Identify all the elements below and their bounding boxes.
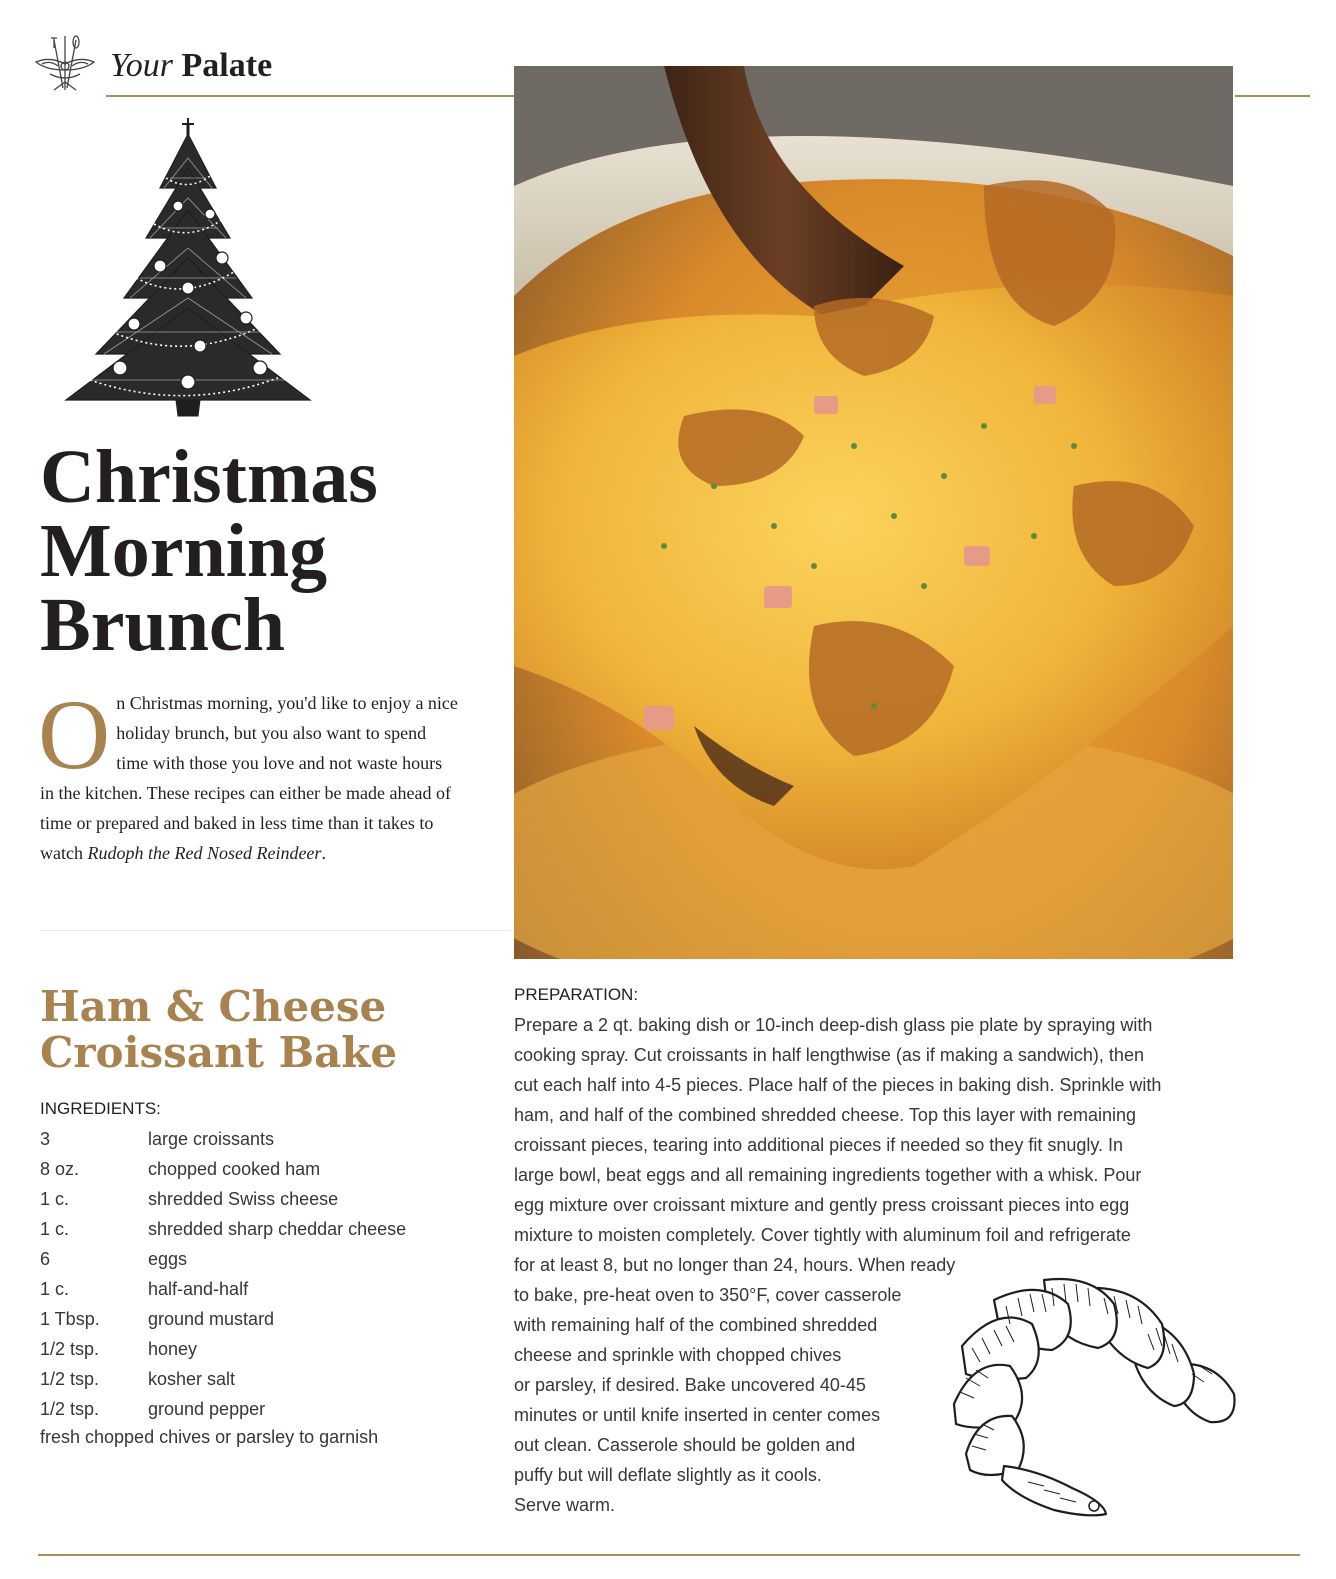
ingredient-row (40, 1364, 480, 1394)
preparation-line: large bowl, beat eggs and all remaining ingredients together with a whisk. Pour (514, 1165, 1142, 1185)
ingredient-qty: 1 c. (40, 1279, 70, 1299)
preparation-line: out clean. Casserole should be golden and (514, 1435, 856, 1455)
intro-text: n Christmas morning, you'd like to enjoy a nice holiday brunch, but you also want to spend time with those you love and not waste hours in the kitchen. These recipes can either be made ahead of time or prepared and baked in less time than it takes to watch (40, 693, 458, 863)
ingredient-row (40, 1244, 480, 1274)
ingredient-item: honey (148, 1339, 198, 1359)
recipe-title-line2: Croissant Bake (40, 1028, 398, 1077)
preparation-line: Serve warm. (514, 1495, 616, 1515)
section-title-word1: Your (110, 47, 174, 84)
preparation-line: cooking spray. Cut croissants in half lengthwise (as if making a sandwich), then (514, 1045, 1144, 1065)
ingredient-qty: 1 c. (40, 1219, 70, 1239)
preparation-line: to bake, pre-heat oven to 350°F, cover casserole (514, 1285, 902, 1305)
page-title-line2: Morning (40, 509, 328, 593)
ingredient-qty: 1/2 tsp. (40, 1369, 100, 1389)
preparation-line: cheese and sprinkle with chopped chives (514, 1345, 842, 1365)
preparation-line: mixture to moisten completely. Cover tightly with aluminum foil and refrigerate (514, 1225, 1131, 1245)
ingredient-item: shredded sharp cheddar cheese (148, 1219, 407, 1239)
fork-knife-spoon-icon (30, 30, 100, 100)
ingredient-row (40, 1304, 480, 1334)
ingredient-item: ground mustard (148, 1309, 275, 1329)
preparation-line: minutes or until knife inserted in center comes (514, 1405, 881, 1425)
ingredient-qty: 1 c. (40, 1189, 70, 1209)
intro-end: . (321, 843, 326, 863)
drop-cap: O (38, 679, 111, 790)
header-rule-right (1235, 95, 1310, 97)
ingredient-qty: 1 Tbsp. (40, 1309, 100, 1329)
ingredient-row (40, 1394, 480, 1424)
preparation-line: puffy but will deflate slightly as it cools. (514, 1465, 822, 1485)
preparation-line: cut each half into 4-5 pieces. Place half of the pieces in baking dish. Sprinkle with (514, 1075, 1162, 1095)
ingredient-row (40, 1184, 480, 1214)
ingredient-item: shredded Swiss cheese (148, 1189, 339, 1209)
croissant-icon (948, 1274, 1240, 1518)
page-title-line3: Brunch (40, 583, 285, 667)
ingredient-row (40, 1334, 480, 1364)
ingredient-item: half-and-half (148, 1279, 249, 1299)
preparation-line: Prepare a 2 qt. baking dish or 10-inch deep-dish glass pie plate by spraying with (514, 1015, 1153, 1035)
preparation-line: for at least 8, but no longer than 24, hours. When ready (514, 1255, 956, 1275)
ingredient-qty: 3 (40, 1129, 51, 1149)
preparation-line: croissant pieces, tearing into additional pieces if needed so they fit snugly. In (514, 1135, 1124, 1155)
ingredient-row (40, 1124, 480, 1154)
section-title (110, 44, 272, 88)
garnish-note: fresh chopped chives or parsley to garnish (40, 1427, 379, 1447)
preparation-line: or parsley, if desired. Bake uncovered 40-45 (514, 1375, 866, 1395)
footer-rule (38, 1554, 1300, 1556)
intro-divider (40, 930, 510, 931)
preparation-line: egg mixture over croissant mixture and gently press croissant pieces into egg (514, 1195, 1130, 1215)
casserole-photo (514, 66, 1233, 959)
preparation-line: with remaining half of the combined shredded (514, 1315, 878, 1335)
ingredient-row (40, 1274, 480, 1304)
ingredient-row (40, 1154, 480, 1184)
header-rule-left (106, 95, 516, 97)
preparation-heading: PREPARATION: (514, 985, 639, 1004)
ingredient-qty: 6 (40, 1249, 51, 1269)
intro-italic-title: Rudoph the Red Nosed Reindeer (87, 843, 322, 863)
ingredients-list (40, 1124, 480, 1424)
ingredient-item: large croissants (148, 1129, 275, 1149)
ingredient-qty: 1/2 tsp. (40, 1399, 100, 1419)
ingredient-row (40, 1214, 480, 1244)
christmas-tree-icon (60, 118, 320, 430)
recipe-title-line1: Ham & Cheese (40, 982, 387, 1031)
recipe-title (40, 984, 397, 1076)
preparation-line: ham, and half of the combined shredded cheese. Top this layer with remaining (514, 1105, 1137, 1125)
ingredient-item: chopped cooked ham (148, 1159, 321, 1179)
page-title (40, 435, 500, 667)
ingredient-item: kosher salt (148, 1369, 236, 1389)
section-title-word2: Palate (181, 47, 273, 84)
ingredient-qty: 8 oz. (40, 1159, 80, 1179)
page-title-line1: Christmas (40, 435, 378, 519)
ingredient-item: ground pepper (148, 1399, 266, 1419)
ingredient-item: eggs (148, 1249, 188, 1269)
ingredient-qty: 1/2 tsp. (40, 1339, 100, 1359)
ingredients-heading: INGREDIENTS: (40, 1099, 161, 1118)
intro-paragraph (38, 679, 460, 868)
